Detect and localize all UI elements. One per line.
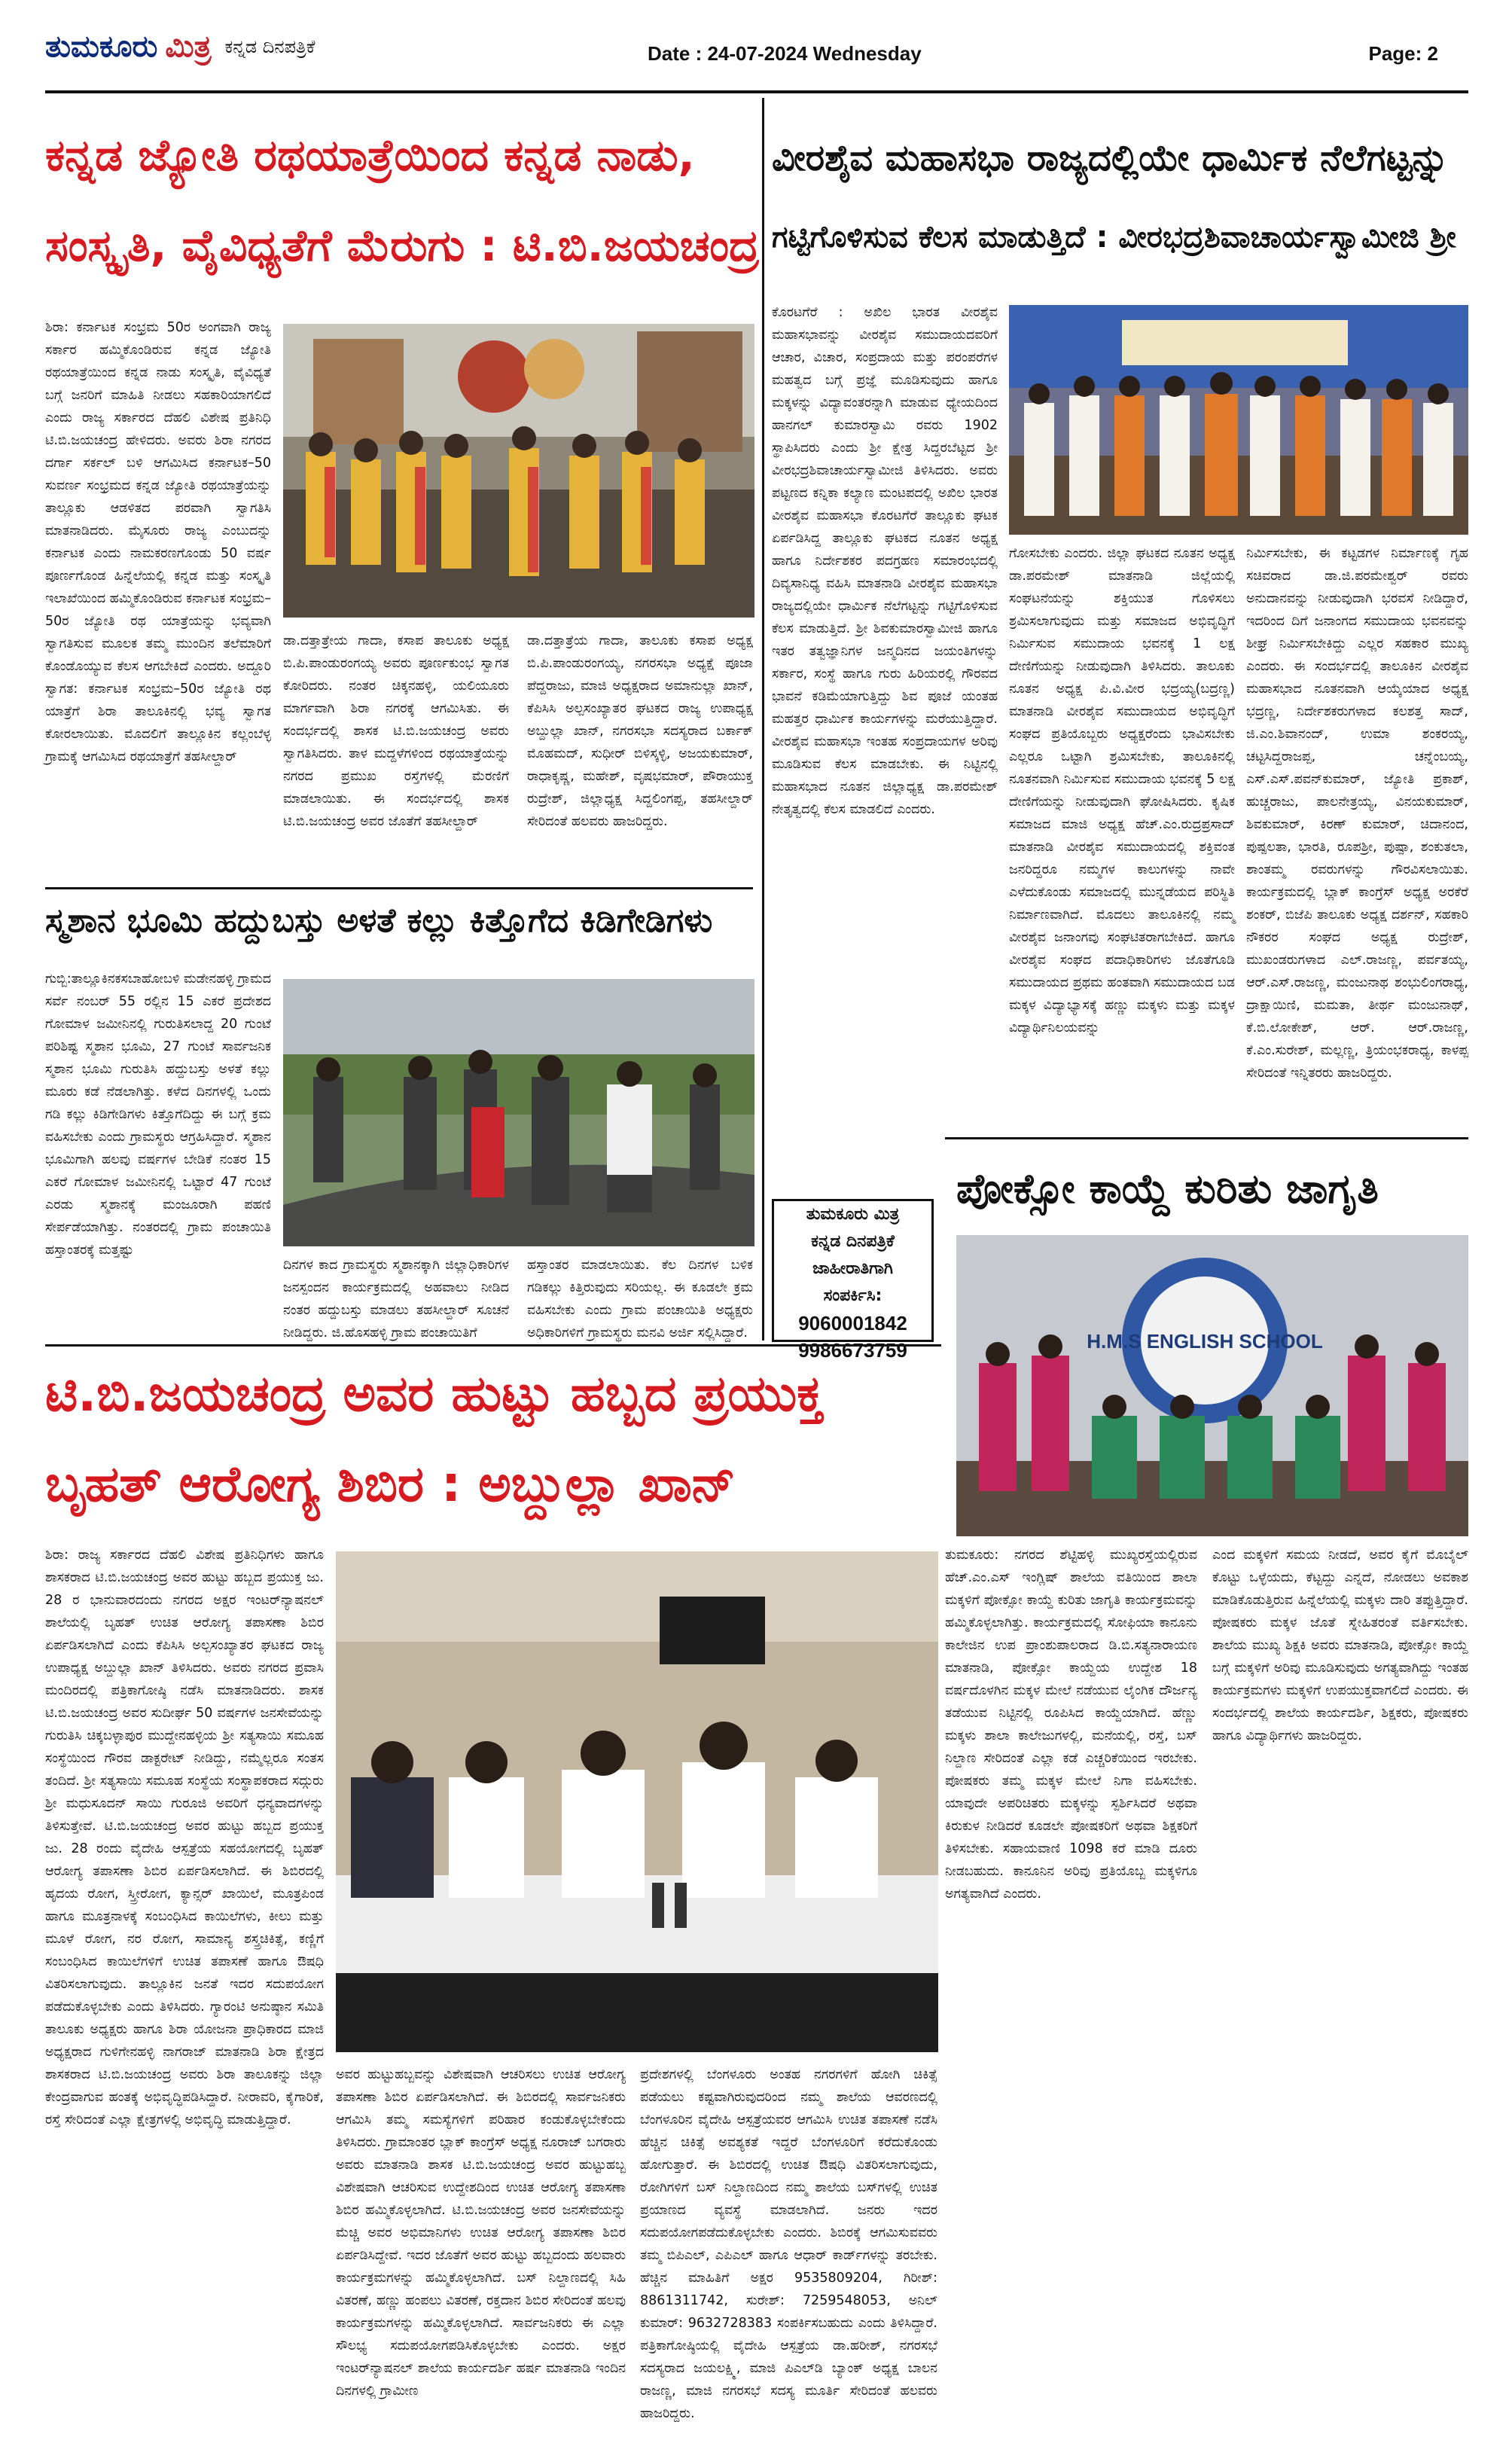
article-5-body-mid: ಅವರ ಹುಟ್ಟುಹಬ್ಬವನ್ನು ವಿಶೇಷವಾಗಿ ಆಚರಿಸಲು ಉಚಿತ ಆರೋಗ್ಯ ತಪಾಸಣಾ ಶಿಬಿರ ಏರ್ಪಡಿಸಲಾಗಿದೆ. ಈ ಶಿಬಿರದಲ್ಲಿ ಸಾರ್ವಜನಿಕರು ಆಗಮಿಸಿ ತಮ್ಮ ಸಮಸ್ಯೆಗಳಿಗೆ ಪರಿಹಾರ ಕಂಡುಕೊಳ್ಳಬೇಕೆಂದು ತಿಳಿಸಿದರು. ಗ್ರಾಮಾಂತರ ಬ್ಲಾಕ್ ಕಾಂಗ್ರೆಸ್ ಅಧ್ಯಕ್ಷ ನೂರಾಜ್ ಬಗರಾರು ಅವರು ಮಾತನಾಡಿ ಶಾಸಕ ಟಿ.ಬಿ.ಜಯಚಂದ್ರ ಅವರ ಹುಟ್ಟುಹಬ್ಬ ವಿಶೇಷವಾಗಿ ಆಚರಿಸುವ ಉದ್ದೇಶದಿಂದ ಉಚಿತ ಆರೋಗ್ಯ ತಪಾಸಣಾ ಶಿಬಿರ ಹಮ್ಮಿಕೊಳ್ಳಲಾಗಿದೆ. ಟಿ.ಬಿ.ಜಯಚಂದ್ರ ಅವರ ಜನಸೇವೆಯನ್ನು ಮೆಚ್ಚಿ ಅವರ ಅಭಿಮಾನಿಗಳು ಉಚಿತ ಆರೋಗ್ಯ ತಪಾಸಣಾ ಶಿಬಿರ ಏರ್ಪಡಿಸಿದ್ದೇವೆ. ಇದರ ಜೊತೆಗೆ ಅವರ ಹುಟ್ಟು ಹಬ್ಬದಂದು ಹಲವಾರು ಕಾರ್ಯಕ್ರಮಗಳನ್ನು ಹಮ್ಮಿಕೊಳ್ಳಲಾಗಿದೆ. ಬಸ್ ನಿಲ್ದಾಣದಲ್ಲಿ ಸಿಹಿ ವಿತರಣೆ, ಹಣ್ಣು ಹಂಪಲು ವಿತರಣೆ, ರಕ್ತದಾನ ಶಿಬಿರ ಸೇರಿದಂತೆ ಹಲವು ಕಾರ್ಯಕ್ರಮಗಳನ್ನು ಹಮ್ಮಿಕೊಳ್ಳಲಾಗಿದೆ. ಸಾರ್ವಜನಿಕರು ಈ ಎಲ್ಲಾ ಸೌಲಭ್ಯ ಸದುಪಯೋಗಪಡಿಸಿಕೊಳ್ಳಬೇಕು ಎಂದರು. ಅಕ್ಷರ ಇಂಟರ್‌ನ್ಯಾಷನಲ್ ಶಾಲೆಯ ಕಾರ್ಯದರ್ಶಿ ಹರ್ಷ ಮಾತನಾಡಿ ಇಂದಿನ ದಿನಗಳಲ್ಲಿ ಗ್ರಾಮೀಣ [336, 2067, 626, 2399]
section-divider-3 [945, 1137, 1468, 1139]
article-5-body-right: ಪ್ರದೇಶಗಳಲ್ಲಿ ಬೆಂಗಳೂರು ಅಂತಹ ನಗರಗಳಿಗೆ ಹೋಗಿ ಚಿಕಿತ್ಸೆ ಪಡೆಯಲು ಕಷ್ಟವಾಗಿರುವುದರಿಂದ ನಮ್ಮ ಶಾಲೆಯ ಆವರಣದಲ್ಲಿ ಬೆಂಗಳೂರಿನ ವೈದೇಹಿ ಆಸ್ಪತ್ರೆಯವರ ಆಗಮಿಸಿ ಉಚಿತ ತಪಾಸಣೆ ನಡೆಸಿ ಹೆಚ್ಚಿನ ಚಿಕಿತ್ಸೆ ಅವಶ್ಯಕತೆ ಇದ್ದರೆ ಬೆಂಗಳೂರಿಗೆ ಕರೆದುಕೊಂಡು ಹೋಗುತ್ತಾರೆ. ಈ ಶಿಬಿರದಲ್ಲಿ ಉಚಿತ ಔಷಧಿ ವಿತರಿಸಲಾಗುವುದು, ರೋಗಿಗಳಿಗೆ ಬಸ್ ನಿಲ್ದಾಣದಿಂದ ನಮ್ಮ ಶಾಲೆಯ ಬಸ್‌ಗಳಲ್ಲಿ ಉಚಿತ ಪ್ರಯಾಣದ ವ್ಯವಸ್ಥೆ ಮಾಡಲಾಗಿದೆ. ಜನರು ಇದರ ಸದುಪಯೋಗಪಡೆದುಕೊಳ್ಳಬೇಕು ಎಂದರು. ಶಿಬಿರಕ್ಕೆ ಆಗಮಿಸುವವರು ತಮ್ಮ ಬಿಪಿಎಲ್, ಎಪಿಎಲ್ ಹಾಗೂ ಆಧಾರ್ ಕಾರ್ಡ್‌ಗಳನ್ನು ತರಬೇಕು. ಹೆಚ್ಚಿನ ಮಾಹಿತಿಗೆ ಅಕ್ಷರ 9535809204, ಗಿರೀಶ್: 8861311742, ಸುರೇಶ್: 7259548053, ಅನಿಲ್ ಕುಮಾರ್: 9632728383 ಸಂಪರ್ಕಿಸಬಹುದು ಎಂದು ತಿಳಿಸಿದ್ದಾರೆ. ಪತ್ರಿಕಾಗೋಷ್ಠಿಯಲ್ಲಿ ವೈದೇಹಿ ಆಸ್ಪತ್ರೆಯ ಡಾ.ಹರೀಶ್, ನಗರಸಭೆ ಸದಸ್ಯರಾದ ಜಯಲಕ್ಷ್ಮಿ, ಮಾಜಿ ಪಿಎಲ್‌ಡಿ ಬ್ಯಾಂಕ್ ಅಧ್ಯಕ್ಷ ಬಾಲನ ರಾಜಣ್ಣ, ಮಾಜಿ ನಗರಸಭೆ ಸದಸ್ಯ ಮೂರ್ತಿ ಸೇರಿದಂತೆ ಹಲವರು ಹಾಜರಿದ್ದರು. [640, 2067, 937, 2421]
article-3-body-col1: ಕೊರಟಗೆರೆ : ಅಖಿಲ ಭಾರತ ವೀರಶೈವ ಮಹಾಸಭಾವನ್ನು ವೀರಶೈವ ಸಮುದಾಯದವರಿಗೆ ಆಚಾರ, ವಿಚಾರ, ಸಂಪ್ರದಾಯ ಮತ್ತು ಪರಂಪರೆಗಳ ಮಹತ್ವದ ಬಗ್ಗೆ ಪ್ರಜ್ಞೆ ಮೂಡಿಸುವುದು ಹಾಗೂ ಮಕ್ಕಳನ್ನು ವಿದ್ಯಾವಂತರನ್ನಾಗಿ ಮಾಡುವ ಧ್ಯೇಯದಿಂದ ಹಾನಗಲ್ ಕುಮಾರಸ್ವಾಮಿ ರವರು 1902 ಸ್ಥಾಪಿಸಿದರು ಎಂದು ಶ್ರೀ ಕ್ಷೇತ್ರ ಸಿದ್ದರಬೆಟ್ಟದ ಶ್ರೀ ವೀರಭದ್ರಶಿವಾಚಾರ್ಯಸ್ವಾಮೀಜಿ ತಿಳಿಸಿದರು. ಅವರು ಪಟ್ಟಣದ ಕನ್ನಿಕಾ ಕಲ್ಯಾಣ ಮಂಟಪದಲ್ಲಿ ಅಖಿಲ ಭಾರತ ವೀರಶೈವ ಮಹಾಸಭಾ ಕೊರಟಗೆರೆ ತಾಲ್ಲೂಕು ಘಟಕ ಏರ್ಪಡಿಸಿದ್ದ ತಾಲ್ಲೂಕು ಘಟಕದ ನೂತನ ಅಧ್ಯಕ್ಷ ಹಾಗೂ ನಿರ್ದೇಶಕರ ಪದಗ್ರಹಣ ಸಮಾರಂಭದಲ್ಲಿ ದಿವ್ಯಸಾನಿಧ್ಯ ವಹಿಸಿ ಮಾತನಾಡಿ ವೀರಶೈವ ಮಹಾಸಭಾ ರಾಜ್ಯದಲ್ಲಿಯೇ ಧಾರ್ಮಿಕ ನೆಲೆಗಟ್ಟನ್ನು ಗಟ್ಟಿಗೊಳಿಸುವ ಕೆಲಸ ಮಾಡುತ್ತಿದೆ. ಶ್ರೀ ಶಿವಕುಮಾರಸ್ವಾಮೀಜಿ ಹಾಗೂ ಇತರ ತತ್ವಜ್ಞಾನಿಗಳ ಜನ್ಮದಿನದ ಜಯಂತಿಗಳನ್ನು ಸರ್ಕಾರ, ಸಂಸ್ಥೆ ಹಾಗೂ ಗುರು ಹಿರಿಯರಲ್ಲಿ ಗೌರವದ ಭಾವನೆ ಕಡಿಮೆಯಾಗುತ್ತಿದ್ದು ಶಿವ ಪೂಜೆ ಯಂತಹ ಮಹತ್ತರ ಧಾರ್ಮಿಕ ಕಾರ್ಯಗಳನ್ನು ಮರೆಯುತ್ತಿದ್ದಾರೆ. ವೀರಶೈವ ಮಹಾಸಭಾ ಇಂತಹ ಸಂಪ್ರದಾಯಗಳ ಅರಿವು ಮೂಡಿಸುವ ಕೆಲಸ ಮಾಡಬೇಕು. ಈ ನಿಟ್ಟಿನಲ್ಲಿ ಮಹಾಸಭಾದ ನೂತನ ಜಿಲ್ಲಾಧ್ಯಕ್ಷ ಡಾ.ಪರಮೇಶ್ ನೇತೃತ್ವದಲ್ಲಿ ಕೆಲಸ ಮಾಡಲಿದೆ ಎಂದರು. [772, 305, 998, 817]
school-banner-text: H.M.S ENGLISH SCHOOL [1087, 1330, 1323, 1353]
article-5-photo [336, 1551, 938, 2052]
article-5-headline-line2: ಬೃಹತ್ ಆರೋಗ್ಯ ಶಿಬಿರ : ಅಬ್ದುಲ್ಲಾ ಖಾನ್ [45, 1455, 736, 1513]
ad-line-3: ಜಾಹೀರಾತಿಗಾಗಿ [812, 1259, 893, 1278]
article-1-body-right: ಡಾ.ದತ್ತಾತ್ರೆಯ ಗಾದಾ, ತಾಲೂಕು ಕಸಾಪ ಅಧ್ಯಕ್ಷ ಬಿ.ಪಿ.ಪಾಂಡುರಂಗಯ್ಯ, ನಗರಸಭಾ ಅಧ್ಯಕ್ಷೆ ಪೂಜಾ ಪೆದ್ದರಾಜು, ಮಾಜಿ ಅಧ್ಯಕ್ಷರಾದ ಅಮಾನುಲ್ಲಾ ಖಾನ್, ಕೆಪಿಸಿಸಿ ಅಲ್ಪಸಂಖ್ಯಾತರ ಘಟಕದ ರಾಜ್ಯ ಉಪಾಧ್ಯಕ್ಷ ಅಬ್ದುಲ್ಲಾ ಖಾನ್, ನಗರಸಭಾ ಸದಸ್ಯರಾದ ಬರ್ಕಾಕ್ ಮೊಹಮದ್, ಸುಧೀರ್ ಬಿಳಿಸ್ಕಳ್ಳಿ, ಅಜಯಕುಮಾರ್, ರಾಧಾಕೃಷ್ಣ, ಮಹೇಶ್, ವೃಷಭಮಾರ್, ಪೌರಾಯುಕ್ತ ರುದ್ರೇಶ್, ಜಿಲ್ಲಾಧ್ಯಕ್ಷ ಸಿದ್ದಲಿಂಗಪ್ಪ, ತಹಸೀಲ್ದಾರ್ ಸೇರಿದಂತೆ ಹಲವರು ಹಾಜರಿದ್ದರು. [527, 633, 753, 829]
section-divider-1 [45, 887, 753, 889]
brand-name-part1: ತುಮಕೂರು [45, 29, 158, 64]
page-number: Page: 2 [1368, 42, 1438, 65]
brand-tagline: ಕನ್ನಡ ದಿನಪತ್ರಿಕೆ [224, 36, 316, 57]
article-2-photo [283, 979, 754, 1246]
veerashaiva-felicitation-image [1009, 305, 1468, 535]
article-4-body-col2: ಎಂದ ಮಕ್ಕಳಿಗೆ ಸಮಯ ನೀಡದೆ, ಅವರ ಕೈಗೆ ಮೊಬೈಲ್ ಕೊಟ್ಟು ಒಳ್ಳೆಯದು, ಕೆಟ್ಟದ್ದು ಎನ್ನದೆ, ನೋಡಲು ಅವಕಾಶ ಮಾಡಿಕೊಡುತ್ತಿರುವ ಹಿನ್ನೆಲೆಯಲ್ಲಿ ಮಕ್ಕಳು ದಾರಿ ತಪ್ಪುತ್ತಿದ್ದಾರೆ. ಪೋಷಕರು ಮಕ್ಕಳ ಜೊತೆ ಸ್ನೇಹಿತರಂತೆ ವರ್ತಿಸಬೇಕು. ಶಾಲೆಯ ಮುಖ್ಯ ಶಿಕ್ಷಕಿ ಅವರು ಮಾತನಾಡಿ, ಪೋಕ್ಸೋ ಕಾಯ್ದೆ ಬಗ್ಗೆ ಮಕ್ಕಳಿಗೆ ಅರಿವು ಮೂಡಿಸುವುದು ಅಗತ್ಯವಾಗಿದ್ದು ಇಂತಹ ಕಾರ್ಯಕ್ರಮಗಳು ಮಕ್ಕಳಿಗೆ ಉಪಯುಕ್ತವಾಗಲಿದೆ ಎಂದರು. ಈ ಸಂದರ್ಭದಲ್ಲಿ ಶಾಲೆಯ ಕಾರ್ಯದರ್ಶಿ, ಶಿಕ್ಷಕರು, ಪೋಷಕರು ಹಾಗೂ ವಿದ್ಯಾರ್ಥಿಗಳು ಹಾಜರಿದ್ದರು. [1212, 1548, 1468, 1743]
article-1-body-mid: ಡಾ.ದತ್ತಾತ್ರೇಯ ಗಾದಾ, ಕಸಾಪ ತಾಲೂಕು ಅಧ್ಯಕ್ಷ ಬಿ.ಪಿ.ಪಾಂಡುರಂಗಯ್ಯ ಅವರು ಪೂರ್ಣಕುಂಭ ಸ್ವಾಗತ ಕೋರಿದರು. ನಂತರ ಚಿಕ್ಕನಹಳ್ಳಿ, ಯಲಿಯೂರು ಮಾರ್ಗವಾಗಿ ಶಿರಾ ನಗರಕ್ಕೆ ಆಗಮಿಸಿತು. ಈ ಸಂದರ್ಭದಲ್ಲಿ ಶಾಸಕ ಟಿ.ಬಿ.ಜಯಚಂದ್ರ ಅವರು ಸ್ವಾಗತಿಸಿದರು. ತಾಳ ಮದ್ದಳೆಗಳಿಂದ ರಥಯಾತ್ರೆಯನ್ನು ನಗರದ ಪ್ರಮುಖ ರಸ್ತೆಗಳಲ್ಲಿ ಮೆರಣಿಗೆ ಮಾಡಲಾಯಿತು. ಈ ಸಂದರ್ಭದಲ್ಲಿ ಶಾಸಕ ಟಿ.ಬಿ.ಜಯಚಂದ್ರ ಅವರ ಜೊತೆಗೆ ತಹಸೀಲ್ದಾರ್ [283, 633, 509, 829]
article-3-headline-line1: ವೀರಶೈವ ಮಹಾಸಭಾ ರಾಜ್ಯದಲ್ಲಿಯೇ ಧಾರ್ಮಿಕ ನೆಲೆಗಟ್ಟನ್ನು [772, 137, 1449, 179]
advertisement-contact-box [772, 1199, 934, 1362]
newspaper-logo [45, 17, 316, 77]
issue-date: Date : 24-07-2024 Wednesday [648, 42, 922, 65]
article-2-headline: ಸ್ಮಶಾನ ಭೂಮಿ ಹದ್ದುಬಸ್ತು ಅಳತೆ ಕಲ್ಲು ಕಿತ್ತೊಗೆದ ಕಿಡಿಗೇಡಿಗಳು [45, 901, 713, 940]
article-3-body-col3: ನಿರ್ಮಿಸಬೇಕು, ಈ ಕಟ್ಟಡಗಳ ನಿರ್ಮಾಣಕ್ಕೆ ಗೃಹ ಸಚಿವರಾದ ಡಾ.ಜಿ.ಪರಮೇಶ್ವರ್ ರವರು ಅನುದಾನವನ್ನು ನೀಡುವುದಾಗಿ ಭರವಸೆ ನೀಡಿದ್ದಾರೆ, ಇದರಿಂದ ದಿಗೆ ಜನಾಂಗದ ಸಮುದಾಯ ಭವನವನ್ನು ಶೀಘ್ರ ನಿರ್ಮಿಸಬೇಕಿದ್ದು ಎಲ್ಲರ ಸಹಕಾರ ಮುಖ್ಯ ಎಂದರು. ಈ ಸಂದರ್ಭದಲ್ಲಿ ತಾಲೂಕಿನ ವೀರಶೈವ ಮಹಾಸಭಾದ ನೂತನವಾಗಿ ಆಯ್ಕೆಯಾದ ಅಧ್ಯಕ್ಷ ಭದ್ರಣ್ಣ, ನಿರ್ದೇಶಕರುಗಳಾದ ಕಲಶತ್ತ ಸಾದ್, ಜಿ.ಎಂ.ಶಿವಾನಂದ್, ಉಮಾ ಶಂಕರಯ್ಯ, ಚಟ್ಟಸಿದ್ದರಾಜಪ್ಪ, ಚನ್ನೆಂಬಯ್ಯ, ಎಸ್.ಎಸ್.ಪವನ್‌ಕುಮಾರ್, ಜ್ಯೋತಿ ಪ್ರಕಾಶ್, ಹುಚ್ಚರಾಜು, ಪಾಲನೇತ್ರಯ್ಯ, ವಿನಯಕುಮಾರ್, ಶಿವಕುಮಾರ್, ಕಿರಣ್ ಕುಮಾರ್, ಚಿದಾನಂದ, ಪುಷ್ಪಲತಾ, ಭಾರತಿ, ರೂಪಶ್ರೀ, ಪುಷ್ಪಾ, ಶಂಕುತಲಾ, ಶಾಂತಮ್ಮ ರವರುಗಳನ್ನು ಗೌರವಿಸಲಾಯಿತು. ಕಾರ್ಯಕ್ರಮದಲ್ಲಿ ಬ್ಲಾಕ್ ಕಾಂಗ್ರೆಸ್ ಅಧ್ಯಕ್ಷ ಅರಕೆರೆ ಶಂಕರ್, ಬಿಜೆಪಿ ತಾಲೂಕು ಅಧ್ಯಕ್ಷ ದರ್ಶನ್, ಸಹಕಾರಿ ನೌಕರರ ಸಂಘದ ಅಧ್ಯಕ್ಷ ರುದ್ರೇಶ್, ಮುಖಂಡರುಗಳಾದ ಎಲ್.ರಾಜಣ್ಣ, ಪರ್ವತಯ್ಯ, ಆರ್.ಎಸ್.ರಾಜಣ್ಣ, ಮಂಜುನಾಥ ಶಂಭುಲಿಂಗರಾಧ್ಯ, ದ್ರಾಕ್ಷಾಯಿಣಿ, ಮಮತಾ, ತೀರ್ಥ ಮಂಜುನಾಥ್, ಕೆ.ಬಿ.ಲೋಕೇಶ್, ಆರ್. ಆರ್.ರಾಜಣ್ಣ, ಕೆ.ಎಂ.ಸುರೇಶ್, ಮಲ್ಲಣ್ಣ, ತ್ರಿಯಂಭಕರಾಧ್ಯ, ಕಾಳಪ್ಪ ಸೇರಿದಂತೆ ಇನ್ನಿತರರು ಹಾಜರಿದ್ದರು. [1246, 546, 1468, 1081]
column-rule [762, 98, 764, 1341]
cemetery-land-villagers-image [283, 979, 754, 1246]
article-5-body-left: ಶಿರಾ: ರಾಜ್ಯ ಸರ್ಕಾರದ ದೆಹಲಿ ವಿಶೇಷ ಪ್ರತಿನಿಧಿಗಳು ಹಾಗೂ ಶಾಸಕರಾದ ಟಿ.ಬಿ.ಜಯಚಂದ್ರ ಅವರ ಹುಟ್ಟು ಹಬ್ಬದ ಪ್ರಯುಕ್ತ ಜು. 28 ರ ಭಾನುವಾರದಂದು ನಗರದ ಅಕ್ಷರ ಇಂಟರ್‌ನ್ಯಾಷನಲ್ ಶಾಲೆಯಲ್ಲಿ ಬೃಹತ್ ಉಚಿತ ಆರೋಗ್ಯ ತಪಾಸಣಾ ಶಿಬಿರ ಏರ್ಪಡಿಸಲಾಗಿದೆ ಎಂದು ಕೆಪಿಸಿಸಿ ಅಲ್ಪಸಂಖ್ಯಾತರ ಘಟಕದ ರಾಜ್ಯ ಉಪಾಧ್ಯಕ್ಷ ಅಬ್ದುಲ್ಲಾ ಖಾನ್ ತಿಳಿಸಿದರು. ಅವರು ನಗರದ ಪ್ರವಾಸಿ ಮಂದಿರದಲ್ಲಿ ಪತ್ರಿಕಾಗೋಷ್ಠಿ ನಡೆಸಿ ಮಾತನಾಡಿದರು. ಶಾಸಕ ಟಿ.ಬಿ.ಜಯಚಂದ್ರ ಅವರ ಸುದೀರ್ಘ 50 ವರ್ಷಗಳ ಜನಸೇವೆಯನ್ನು ಗುರುತಿಸಿ ಚಿಕ್ಕಬಳ್ಳಾಪುರ ಮುದ್ದೇನಹಳ್ಳಿಯ ಶ್ರೀ ಸತ್ಯಸಾಯಿ ಸಮೂಹ ಸಂಸ್ಥೆಯಿಂದ ಗೌರವ ಡಾಕ್ಟರೇಟ್ ನೀಡಿದ್ದು, ನಮ್ಮೆಲ್ಲರೂ ಸಂತಸ ತಂದಿದೆ. ಶ್ರೀ ಸತ್ಯಸಾಯಿ ಸಮೂಹ ಸಂಸ್ಥೆಯ ಸಂಸ್ಥಾಪಕರಾದ ಸದ್ಗುರು ಶ್ರೀ ಮಧುಸೂದನ್ ಸಾಯಿ ಗುರೂಜಿ ಅವರಿಗೆ ಧನ್ಯವಾದಗಳನ್ನು ತಿಳಿಸುತ್ತೇವೆ. ಟಿ.ಬಿ.ಜಯಚಂದ್ರ ಅವರ ಹುಟ್ಟು ಹಬ್ಬದ ಪ್ರಯುಕ್ತ ಜು. 28 ರಂದು ವೈದೇಹಿ ಆಸ್ಪತ್ರೆಯ ಸಹಯೋಗದಲ್ಲಿ ಬೃಹತ್ ಆರೋಗ್ಯ ತಪಾಸಣಾ ಶಿಬಿರ ಏರ್ಪಡಿಸಲಾಗಿದೆ. ಈ ಶಿಬಿರದಲ್ಲಿ ಹೃದಯ ರೋಗ, ಸ್ತ್ರೀರೋಗ, ಕ್ಯಾನ್ಸರ್ ಖಾಯಿಲೆ, ಮೂತ್ರಪಿಂಡ ಹಾಗೂ ಮೂತ್ರನಾಳಕ್ಕೆ ಸಂಬಂಧಿಸಿದ ಕಾಯಿಲೆಗಳು, ಕೀಲು ಮತ್ತು ಮೂಳೆ ರೋಗ, ನರ ರೋಗ, ಸಾಮಾನ್ಯ ಶಸ್ತ್ರಚಿಕಿತ್ಸೆ, ಕಣ್ಣಿಗೆ ಸಂಬಂಧಿಸಿದ ಕಾಯಿಲೆಗಳಿಗೆ ಉಚಿತ ತಪಾಸಣೆ ಹಾಗೂ ಔಷಧಿ ವಿತರಿಸಲಾಗುವುದು. ತಾಲ್ಲೂಕಿನ ಜನತೆ ಇದರ ಸದುಪಯೋಗ ಪಡೆದುಕೊಳ್ಳಬೇಕು ಎಂದು ತಿಳಿಸಿದರು. ಗ್ಯಾರಂಟಿ ಅನುಷ್ಠಾನ ಸಮಿತಿ ತಾಲೂಕು ಅಧ್ಯಕ್ಷರು ಹಾಗೂ ಶಿರಾ ಯೋಜನಾ ಪ್ರಾಧಿಕಾರದ ಮಾಜಿ ಅಧ್ಯಕ್ಷರಾದ ಗುಳಿಗೇನಹಳ್ಳಿ ನಾಗರಾಜ್ ಮಾತನಾಡಿ ಶಿರಾ ಕ್ಷೇತ್ರದ ಶಾಸಕರಾದ ಟಿ.ಬಿ.ಜಯಚಂದ್ರ ಅವರು ಶಿರಾ ತಾಲೂಕನ್ನು ಜಿಲ್ಲಾ ಕೇಂದ್ರವಾಗುವ ಹಂತಕ್ಕೆ ಅಭಿವೃದ್ಧಿಪಡಿಸಿದ್ದಾರೆ. ನೀರಾವರಿ, ಕೈಗಾರಿಕೆ, ರಸ್ತೆ ಸೇರಿದಂತೆ ಎಲ್ಲಾ ಕ್ಷೇತ್ರಗಳಲ್ಲಿ ಅಭಿವೃದ್ಧಿ ಮಾಡುತ್ತಿದ್ದಾರೆ. [45, 1548, 324, 2127]
article-4-photo [956, 1235, 1468, 1536]
article-3-photo [1009, 305, 1468, 535]
article-1-headline-line1: ಕನ್ನಡ ಜ್ಯೋತಿ ರಥಯಾತ್ರೆಯಿಂದ ಕನ್ನಡ ನಾಡು, [45, 130, 695, 181]
article-2-body-left: ಗುಬ್ಬಿ:ತಾಲ್ಲೂಕಿನಕಸಬಾಹೋಬಳಿ ಮಡೇನಹಳ್ಳಿ ಗ್ರಾಮದ ಸರ್ವೆ ನಂಬರ್ 55 ರಲ್ಲಿನ 15 ಎಕರೆ ಪ್ರದೇಶದ ಗೋಮಾಳ ಜಮೀನಿನಲ್ಲಿ ಗುರುತಿಸಲಾದ್ದ 20 ಗುಂಟೆ ಪರಿಶಿಷ್ಟ ಸ್ಮಶಾನ ಭೂಮಿ, 27 ಗುಂಟೆ ಸಾರ್ವಜನಿಕ ಸ್ಮಶಾನ ಭೂಮಿ ಗುರುತಿಸಿ ಹದ್ದುಬಸ್ತು ಅಳತೆ ಕಲ್ಲು ಮೂರು ಕಡೆ ನೆಡಲಾಗಿತ್ತು. ಕಳೆದ ದಿನಗಳಲ್ಲಿ ಒಂದು ಗಡಿ ಕಲ್ಲು ಕಿಡಿಗೇಡಿಗಳು ಕಿತ್ತೊಗೆದಿದ್ದು ಈ ಬಗ್ಗೆ ಕ್ರಮ ವಹಿಸಬೇಕು ಎಂದು ಗ್ರಾಮಸ್ಥರು ಆಗ್ರಹಿಸಿದ್ದಾರೆ. ಸ್ಮಶಾನ ಭೂಮಿಗಾಗಿ ಹಲವು ವರ್ಷಗಳ ಬೇಡಿಕೆ ನಂತರ 15 ಎಕರೆ ಗೋಮಾಳ ಜಮೀನಿನಲ್ಲಿ ಒಟ್ಟಾರೆ 47 ಗುಂಟೆ ಎರಡು ಸ್ಮಶಾನಕ್ಕೆ ಮಂಜೂರಾಗಿ ಪಹಣಿ ಸೇರ್ಪಡೆಯಾಗಿತ್ತು. ನಂತರದಲ್ಲಿ ಗ್ರಾಮ ಪಂಚಾಯಿತಿ ಹಸ್ತಾಂತರಕ್ಕೆ ಮತ್ತಷ್ಟು [45, 971, 271, 1258]
masthead [45, 14, 1468, 81]
masthead-divider [45, 90, 1468, 93]
article-2-body-mid: ದಿನಗಳ ಕಾದ ಗ್ರಾಮಸ್ಥರು ಸ್ಮಶಾನಕ್ಕಾಗಿ ಜಿಲ್ಲಾಧಿಕಾರಿಗಳ ಜನಸ್ಪಂದನ ಕಾರ್ಯಕ್ರಮದಲ್ಲಿ ಅಹವಾಲು ನೀಡಿದ ನಂತರ ಹದ್ದುಬಸ್ತು ಮಾಡಲು ತಹಸೀಲ್ದಾರ್ ಸೂಚನೆ ನೀಡಿದ್ದರು. ಜಿ.ಹೊಸಹಳ್ಳಿ ಗ್ರಾಮ ಪಂಚಾಯಿತಿಗೆ [283, 1258, 509, 1341]
article-3-headline-line2: ಗಟ್ಟಿಗೊಳಿಸುವ ಕೆಲಸ ಮಾಡುತ್ತಿದೆ : ವೀರಭದ್ರಶಿವಾಚಾರ್ಯಸ್ವಾಮೀಜಿ ಶ್ರೀ [772, 220, 1456, 255]
article-4-body-col1: ತುಮಕೂರು: ನಗರದ ಶೆಟ್ಟಿಹಳ್ಳಿ ಮುಖ್ಯರಸ್ತೆಯಲ್ಲಿರುವ ಹೆಚ್.ಎಂ.ಎಸ್ ಇಂಗ್ಲಿಷ್ ಶಾಲೆಯ ವತಿಯಿಂದ ಶಾಲಾ ಮಕ್ಕಳಿಗೆ ಪೋಕ್ಸೋ ಕಾಯ್ದೆ ಕುರಿತು ಜಾಗೃತಿ ಕಾರ್ಯಕ್ರಮವನ್ನು ಹಮ್ಮಿಕೊಳ್ಳಲಾಗಿತ್ತು. ಕಾರ್ಯಕ್ರಮದಲ್ಲಿ ಸೋಫಿಯಾ ಕಾನೂನು ಕಾಲೇಜಿನ ಉಪ ಪ್ರಾಂಶುಪಾಲರಾದ ಡಿ.ಬಿ.ಸತ್ಯನಾರಾಯಣ ಮಾತನಾಡಿ, ಪೋಕ್ಸೋ ಕಾಯ್ದೆಯ ಉದ್ದೇಶ 18 ವರ್ಷದೊಳಗಿನ ಮಕ್ಕಳ ಮೇಲೆ ನಡೆಯುವ ಲೈಂಗಿಕ ದೌರ್ಜನ್ಯ ತಡೆಯುವ ನಿಟ್ಟಿನಲ್ಲಿ ರೂಪಿಸಿದ ಕಾಯ್ದೆಯಾಗಿದೆ. ಹೆಣ್ಣು ಮಕ್ಕಳು ಶಾಲಾ ಕಾಲೇಜುಗಳಲ್ಲಿ, ಮನೆಯಲ್ಲಿ, ರಸ್ತೆ, ಬಸ್ ನಿಲ್ದಾಣ ಸೇರಿದಂತೆ ಎಲ್ಲಾ ಕಡೆ ಎಚ್ಚರಿಕೆಯಿಂದ ಇರಬೇಕು. ಪೋಷಕರು ತಮ್ಮ ಮಕ್ಕಳ ಮೇಲೆ ನಿಗಾ ವಹಿಸಬೇಕು. ಯಾವುದೇ ಅಪರಿಚಿತರು ಮಕ್ಕಳನ್ನು ಸ್ಪರ್ಶಿಸಿದರೆ ಅಥವಾ ಕಿರುಕುಳ ನೀಡಿದರೆ ಕೂಡಲೇ ಪೋಷಕರಿಗೆ ಅಥವಾ ಶಿಕ್ಷಕರಿಗೆ ತಿಳಿಸಬೇಕು. ಸಹಾಯವಾಣಿ 1098 ಕರೆ ಮಾಡಿ ದೂರು ನೀಡಬಹುದು. ಕಾನೂನಿನ ಅರಿವು ಪ್ರತಿಯೊಬ್ಬ ಮಕ್ಕಳಿಗೂ ಅಗತ್ಯವಾಗಿದೆ ಎಂದರು. [945, 1548, 1197, 1902]
brand-name-part2: ಮಿತ್ರ [165, 29, 212, 64]
ad-line-2: ಕನ್ನಡ ದಿನಪತ್ರಿಕೆ [811, 1232, 895, 1251]
article-1-photo [283, 324, 754, 618]
pocso-awareness-school-image [956, 1235, 1468, 1536]
press-meet-image [336, 1551, 938, 2052]
rathayatra-crowd-image [283, 324, 754, 618]
ad-phone-1: 9060001842 [798, 1312, 907, 1334]
article-3-body-col2: ಗೋಸಬೇಕು ಎಂದರು. ಜಿಲ್ಲಾ ಘಟಕದ ನೂತನ ಅಧ್ಯಕ್ಷ ಡಾ.ಪರಮೇಶ್ ಮಾತನಾಡಿ ಜಿಲ್ಲೆಯಲ್ಲಿ ಸಂಘಟನೆಯನ್ನು ಶಕ್ತಿಯುತ ಗೊಳಿಸಲು ಶ್ರಮಿಸಲಾಗುವುದು ಮತ್ತು ಸಮಾಜದ ಅಭಿವೃದ್ಧಿಗೆ ನಿರ್ಮಿಸುವ ಸಮುದಾಯ ಭವನಕ್ಕೆ 1 ಲಕ್ಷ ದೇಣಿಗೆಯನ್ನು ನೀಡುವುದಾಗಿ ತಿಳಿಸಿದರು. ತಾಲೂಕು ನೂತನ ಅಧ್ಯಕ್ಷ ಪಿ.ವಿ.ವೀರ ಭದ್ರಯ್ಯ(ಬದ್ರಣ್ಣ) ಮಾತನಾಡಿ ವೀರಶೈವ ಸಮುದಾಯದ ಅಭಿವೃದ್ಧಿಗೆ ಸಂಘದ ಪ್ರತಿಯೊಬ್ಬರು ಅಧ್ಯಕ್ಷರೆಂದು ಭಾವಿಸಬೇಕು ಎಲ್ಲರೂ ಒಟ್ಟಾಗಿ ಶ್ರಮಿಸಬೇಕು, ತಾಲೂಕಿನಲ್ಲಿ ನೂತನವಾಗಿ ನಿರ್ಮಿಸುವ ಸಮುದಾಯ ಭವನಕ್ಕೆ 5 ಲಕ್ಷ ದೇಣಿಗೆಯನ್ನು ನೀಡುವುದಾಗಿ ಘೋಷಿಸಿದರು. ಕೃಷಿಕ ಸಮಾಜದ ಮಾಜಿ ಅಧ್ಯಕ್ಷ ಹೆಚ್.ಎಂ.ರುದ್ರಪ್ರಸಾದ್ ಮಾತನಾಡಿ ವೀರಶೈವ ಸಮುದಾಯದಲ್ಲಿ ಶಕ್ತಿವಂತ ಜನರಿದ್ದರೂ ನಮ್ಮಗಳ ಕಾಲುಗಳನ್ನು ನಾವೇ ಎಳೆದುಕೊಂಡು ಸಮಾಜದಲ್ಲಿ ಮುನ್ನಡೆಯದ ಪರಿಸ್ಥಿತಿ ನಿರ್ಮಾಣವಾಗಿದೆ. ಮೊದಲು ತಾಲೂಕಿನಲ್ಲಿ ನಮ್ಮ ವೀರಶೈವ ಜನಾಂಗವು ಸಂಘಟಿತರಾಗಬೇಕಿದೆ. ಹಾಗೂ ವೀರಶೈವ ಸಂಘದ ಪದಾಧಿಕಾರಿಗಳು ಜೊತೆಗೂಡಿ ಸಮುದಾಯದ ಪ್ರಥಮ ಹಂತವಾಗಿ ಸಮುದಾಯದ ಬಡ ಮಕ್ಕಳ ವಿದ್ಯಾಭ್ಯಾಸಕ್ಕೆ ಹಣ್ಣು ಮಕ್ಕಳು ಮತ್ತು ಮಕ್ಕಳ ವಿದ್ಯಾರ್ಥಿನಿಲಯವನ್ನು [1009, 546, 1235, 1035]
ad-line-1: ತುಮಕೂರು ಮಿತ್ರ [806, 1205, 900, 1224]
article-1-body-left: ಶಿರಾ: ಕರ್ನಾಟಕ ಸಂಭ್ರಮ 50ರ ಅಂಗವಾಗಿ ರಾಜ್ಯ ಸರ್ಕಾರ ಹಮ್ಮಿಕೊಂಡಿರುವ ಕನ್ನಡ ಜ್ಯೋತಿ ರಥಯಾತ್ರೆಯಿಂದ ಕನ್ನಡ ನಾಡು ಸಂಸ್ಕೃತಿ, ವೈವಿಧ್ಯತೆ ಬಗ್ಗೆ ಜನರಿಗೆ ಮಾಹಿತಿ ನೀಡಲು ಸಹಕಾರಿಯಾಗಲಿದೆ ಎಂದು ರಾಜ್ಯ ಸರ್ಕಾರದ ದೆಹಲಿ ವಿಶೇಷ ಪ್ರತಿನಿಧಿ ಟಿ.ಬಿ.ಜಯಚಂದ್ರ ಹೇಳಿದರು. ಅವರು ಶಿರಾ ನಗರದ ದರ್ಗಾ ಸರ್ಕಲ್ ಬಳಿ ಆಗಮಿಸಿದ ಕರ್ನಾಟಕ–50 ಸುವರ್ಣ ಸಂಭ್ರಮದ ಕನ್ನಡ ಜ್ಯೋತಿ ರಥಯಾತ್ರೆಯನ್ನು ತಾಲ್ಲೂಕು ಆಡಳಿತದ ಪರವಾಗಿ ಸ್ವಾಗತಿಸಿ ಮಾತನಾಡಿದರು. ಮೈಸೂರು ರಾಜ್ಯ ಎಂಬುದನ್ನು ಕರ್ನಾಟಕ ಎಂದು ನಾಮಕರಣಗೊಂಡು 50 ವರ್ಷ ಪೂರ್ಣಗೊಂಡ ಹಿನ್ನೆಲೆಯಲ್ಲಿ ಕನ್ನಡ ಮತ್ತು ಸಂಸ್ಕೃತಿ ಇಲಾಖೆಯಿಂದ ಹಮ್ಮಿಕೊಂಡಿರುವ ಕರ್ನಾಟಕ ಸಂಭ್ರಮ–50ರ ಜ್ಯೋತಿ ರಥ ಯಾತ್ರೆಯನ್ನು ಭವ್ಯವಾಗಿ ಸ್ವಾಗತಿಸುವ ಮೂಲಕ ತಮ್ಮ ಮುಂದಿನ ತಲೆಮಾರಿಗೆ ಕೊಂಡೊಯ್ಯುವ ಕೆಲಸ ಆಗಬೇಕಿದೆ ಎಂದರು. ಅದ್ದೂರಿ ಸ್ವಾಗತ: ಕರ್ನಾಟಕ ಸಂಭ್ರಮ–50ರ ಜ್ಯೋತಿ ರಥ ಯಾತ್ರೆಗೆ ಶಿರಾ ತಾಲೂಕಿನಲ್ಲಿ ಭವ್ಯ ಸ್ವಾಗತ ಕೋರಲಾಯಿತು. ಮೊದಲಿಗೆ ತಾಲ್ಲೂಕಿನ ಕಲ್ಲಂಬೆಳ್ಳ ಗ್ರಾಮಕ್ಕೆ ಆಗಮಿಸಿದ ರಥಯಾತ್ರೆಗೆ ತಹಸೀಲ್ದಾರ್ [45, 320, 271, 764]
article-1-headline-line2: ಸಂಸ್ಕೃತಿ, ವೈವಿಧ್ಯತೆಗೆ ಮೆರುಗು : ಟಿ.ಬಿ.ಜಯಚಂದ್ರ [45, 220, 760, 271]
article-4-headline: ಪೋಕ್ಸೋ ಕಾಯ್ದೆ ಕುರಿತು ಜಾಗೃತಿ [956, 1165, 1379, 1212]
ad-line-4: ಸಂಪರ್ಕಿಸಿ: [823, 1286, 883, 1305]
article-2-body-right: ಹಸ್ತಾಂತರ ಮಾಡಲಾಯಿತು. ಕೆಲ ದಿನಗಳ ಬಳಿಕ ಗಡಿಕಲ್ಲು ಕಿತ್ತಿರುವುದು ಸರಿಯಲ್ಲ. ಈ ಕೂಡಲೇ ಕ್ರಮ ವಹಿಸಬೇಕು ಎಂದು ಗ್ರಾಮ ಪಂಚಾಯಿತಿ ಅಧ್ಯಕ್ಷರು ಅಧಿಕಾರಿಗಳಿಗೆ ಗ್ರಾಮಸ್ಥರು ಮನವಿ ಅರ್ಜಿ ಸಲ್ಲಿಸಿದ್ದಾರೆ. [527, 1258, 753, 1341]
article-5-headline-line1: ಟಿ.ಬಿ.ಜಯಚಂದ್ರ ಅವರ ಹುಟ್ಟು ಹಬ್ಬದ ಪ್ರಯುಕ್ತ [45, 1365, 824, 1423]
ad-phone-2: 9986673759 [798, 1339, 907, 1362]
